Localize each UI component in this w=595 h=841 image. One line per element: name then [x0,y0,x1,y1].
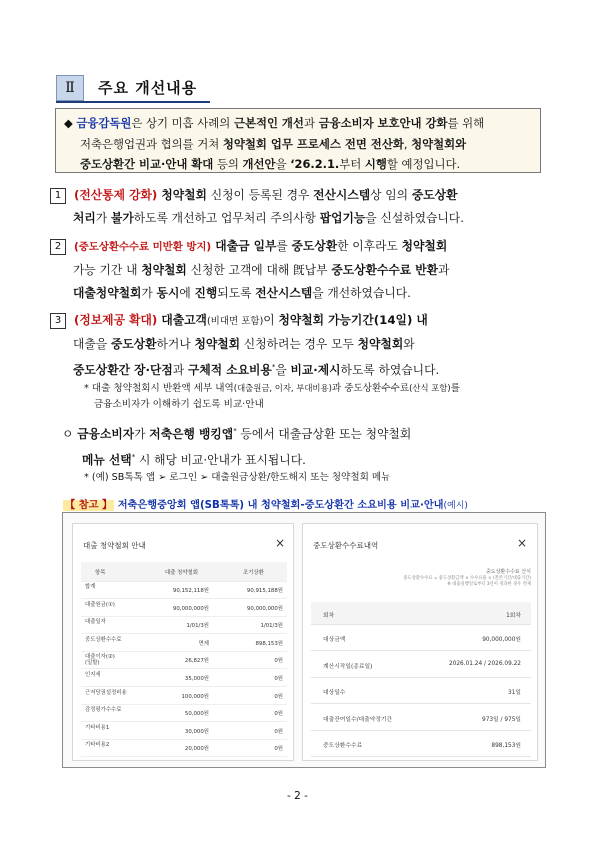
section-underline [56,101,210,103]
close-icon[interactable]: × [517,536,528,550]
page-number: - 2 - [287,790,308,802]
table-row [81,651,287,669]
table-cell: 인지세 [85,672,101,678]
fee-table [311,602,531,758]
table-cell: 100,000원 [181,693,209,700]
table-row [81,581,287,599]
table-cell: 0원 [274,658,283,665]
item-number-box: 1 [50,188,66,204]
table-header: 항목 대출 청약철회 조기상환 [81,562,287,582]
comparison-table [81,562,287,758]
table-cell: 감정평가수수료 [85,707,122,714]
panel-title: 중도상환수수료내역 [313,541,379,550]
close-icon[interactable]: × [275,536,286,550]
table-cell: 기타비용1 [85,724,110,731]
table-cell: 90,000,000원 [172,605,209,612]
table-cell: 대출이자(②) (일할) [85,654,115,667]
table-cell: 대출잔여일수/대출약정기간 [323,716,393,723]
table-row [311,624,531,651]
section-number: Ⅱ [56,75,84,101]
table-row [81,634,287,652]
table-cell: 중도상환수수료 [85,636,122,643]
table-row [311,677,531,704]
table-cell: 0원 [274,711,283,718]
table-cell: 20,000원 [184,746,209,753]
reference-caption: 【 참고 】 저축은행중앙회 앱(SB톡톡) 내 청약철회-중도상환간 소요비용 비교·안내(예시) [65,500,468,511]
table-row [311,704,531,731]
table-header: 회차 1회차 [311,602,531,625]
table-cell: 90,152,118원 [172,588,209,594]
summary-box [55,108,541,173]
table-row [81,739,287,757]
table-cell: 898,153원 [491,743,521,749]
table-cell: 1/01/3원 [186,623,209,630]
section-title: 주요 개선내용 [98,79,198,97]
bullet-app-guide: ㅇ 금융소비자가 저축은행 뱅킹앱* 등에서 대출금상환 또는 청약철회 메뉴 선택* 시 해당 비교·안내가 표시됩니다. [62,426,412,467]
table-cell: 근저당권설정비용 [85,689,127,696]
panel-title: 대출 청약철회 안내 [83,541,146,550]
table-cell: 대상일수 [323,690,346,696]
table-cell: 대출일자 [85,619,106,626]
table-cell: 898,153원 [255,640,283,647]
table-cell: 50,000원 [184,711,209,718]
table-cell: 90,000,000원 [246,605,283,612]
footnote-cost-detail: * 대출 청약철회시 반환액 세부 내역(대출원금, 이자, 부대비용)과 중도상환수수료(산식 포함)를 금융소비자가 이해하기 쉽도록 비교·안내 [84,383,460,410]
table-cell: 대출원금(①) [85,601,115,608]
table-row [311,730,531,757]
item-3: 3 (정보제공 확대) 대출고객(비대면 포함)이 청약철회 가능기간(14일) 내 대출을 중도상환하거나 청약철회 신청하려는 경우 모두 청약철회와 중도상환간 장·단점과 구체적 소요비용*을 비교·제시하도록 하였습니다. [50,309,439,382]
reference-image-frame [62,512,546,768]
table-cell: 0원 [274,693,283,700]
table-row [81,722,287,740]
table-row [81,599,287,617]
table-row [81,687,287,705]
summary-line-1: ◆ 금융감독원은 상기 미흡 사례의 근본적인 개선과 금융소비자 보호안내 강화를 위해 [64,116,485,130]
table-cell: 30,000원 [184,728,209,735]
item-2: 2 (중도상환수수료 미반환 방지) 대출금 일부를 중도상환한 이후라도 청약철회 가능 기간 내 청약철회 신청한 고객에 대해 旣납부 중도상환수수료 반환과 대출청약철회가 동시에 진행되도록 전산시스템을 개선하였습니다. [50,235,449,305]
table-row [311,651,531,678]
table-cell: 0원 [274,676,283,682]
table-cell: 2026.01.24 / 2026.09.22 [448,660,521,667]
table-cell: 973일 / 975일 [482,716,521,723]
summary-line-2: 저축은행업권과 협의를 거쳐 청약철회 업무 프로세스 전면 전산화, 청약철회와 [80,136,467,151]
table-cell: 35,000원 [184,676,209,682]
table-cell: 면제 [198,640,209,647]
table-cell: 중도상환수수료 [323,743,363,749]
table-cell: 0원 [274,746,283,753]
table-cell: 대상금액 [323,637,346,643]
table-cell: 1/01/3원 [260,623,283,630]
table-cell: 26,827원 [184,658,209,665]
table-row [81,669,287,687]
table-cell: 0원 [274,728,283,735]
table-row [81,616,287,634]
table-cell: 계산시작일(종료일) [323,663,373,670]
summary-line-3: 중도상환간 비교·안내 확대 등의 개선안을 ‘26.2.1.부터 시행할 예정입니다. [80,157,461,171]
table-row [81,704,287,722]
table-cell: 합계 [85,584,96,590]
withdrawal-comparison-panel [72,523,294,761]
table-cell: 기타비용2 [85,742,110,749]
footnote-app-menu: * (예) SB톡톡 앱 ➢ 로그인 ➢ 대출원금상환/한도해지 또는 청약철회 메뉴 [84,472,391,483]
table-cell: 90,915,188원 [246,588,283,594]
table-cell: 90,000,000원 [482,637,521,643]
item-1: 1 (전산통제 강화) 청약철회 신청이 등록된 경우 전산시스템상 임의 중도상환 처리가 불가하도록 개선하고 업무처리 주의사항 팝업기능을 신설하였습니다. [50,184,464,230]
item-number-box: 2 [50,239,66,255]
prepayment-fee-panel [302,523,538,761]
table-cell: 31일 [508,690,521,696]
fee-formula: 중도상환수수료 산식 중도상환수수료 = 중도상환금액 × 수수료율 × (잔존기간/대출기간) ※ 대출실행일로부터 3년이 경과한 경우 면제 [403,569,531,587]
item-number-box: 3 [50,313,66,329]
